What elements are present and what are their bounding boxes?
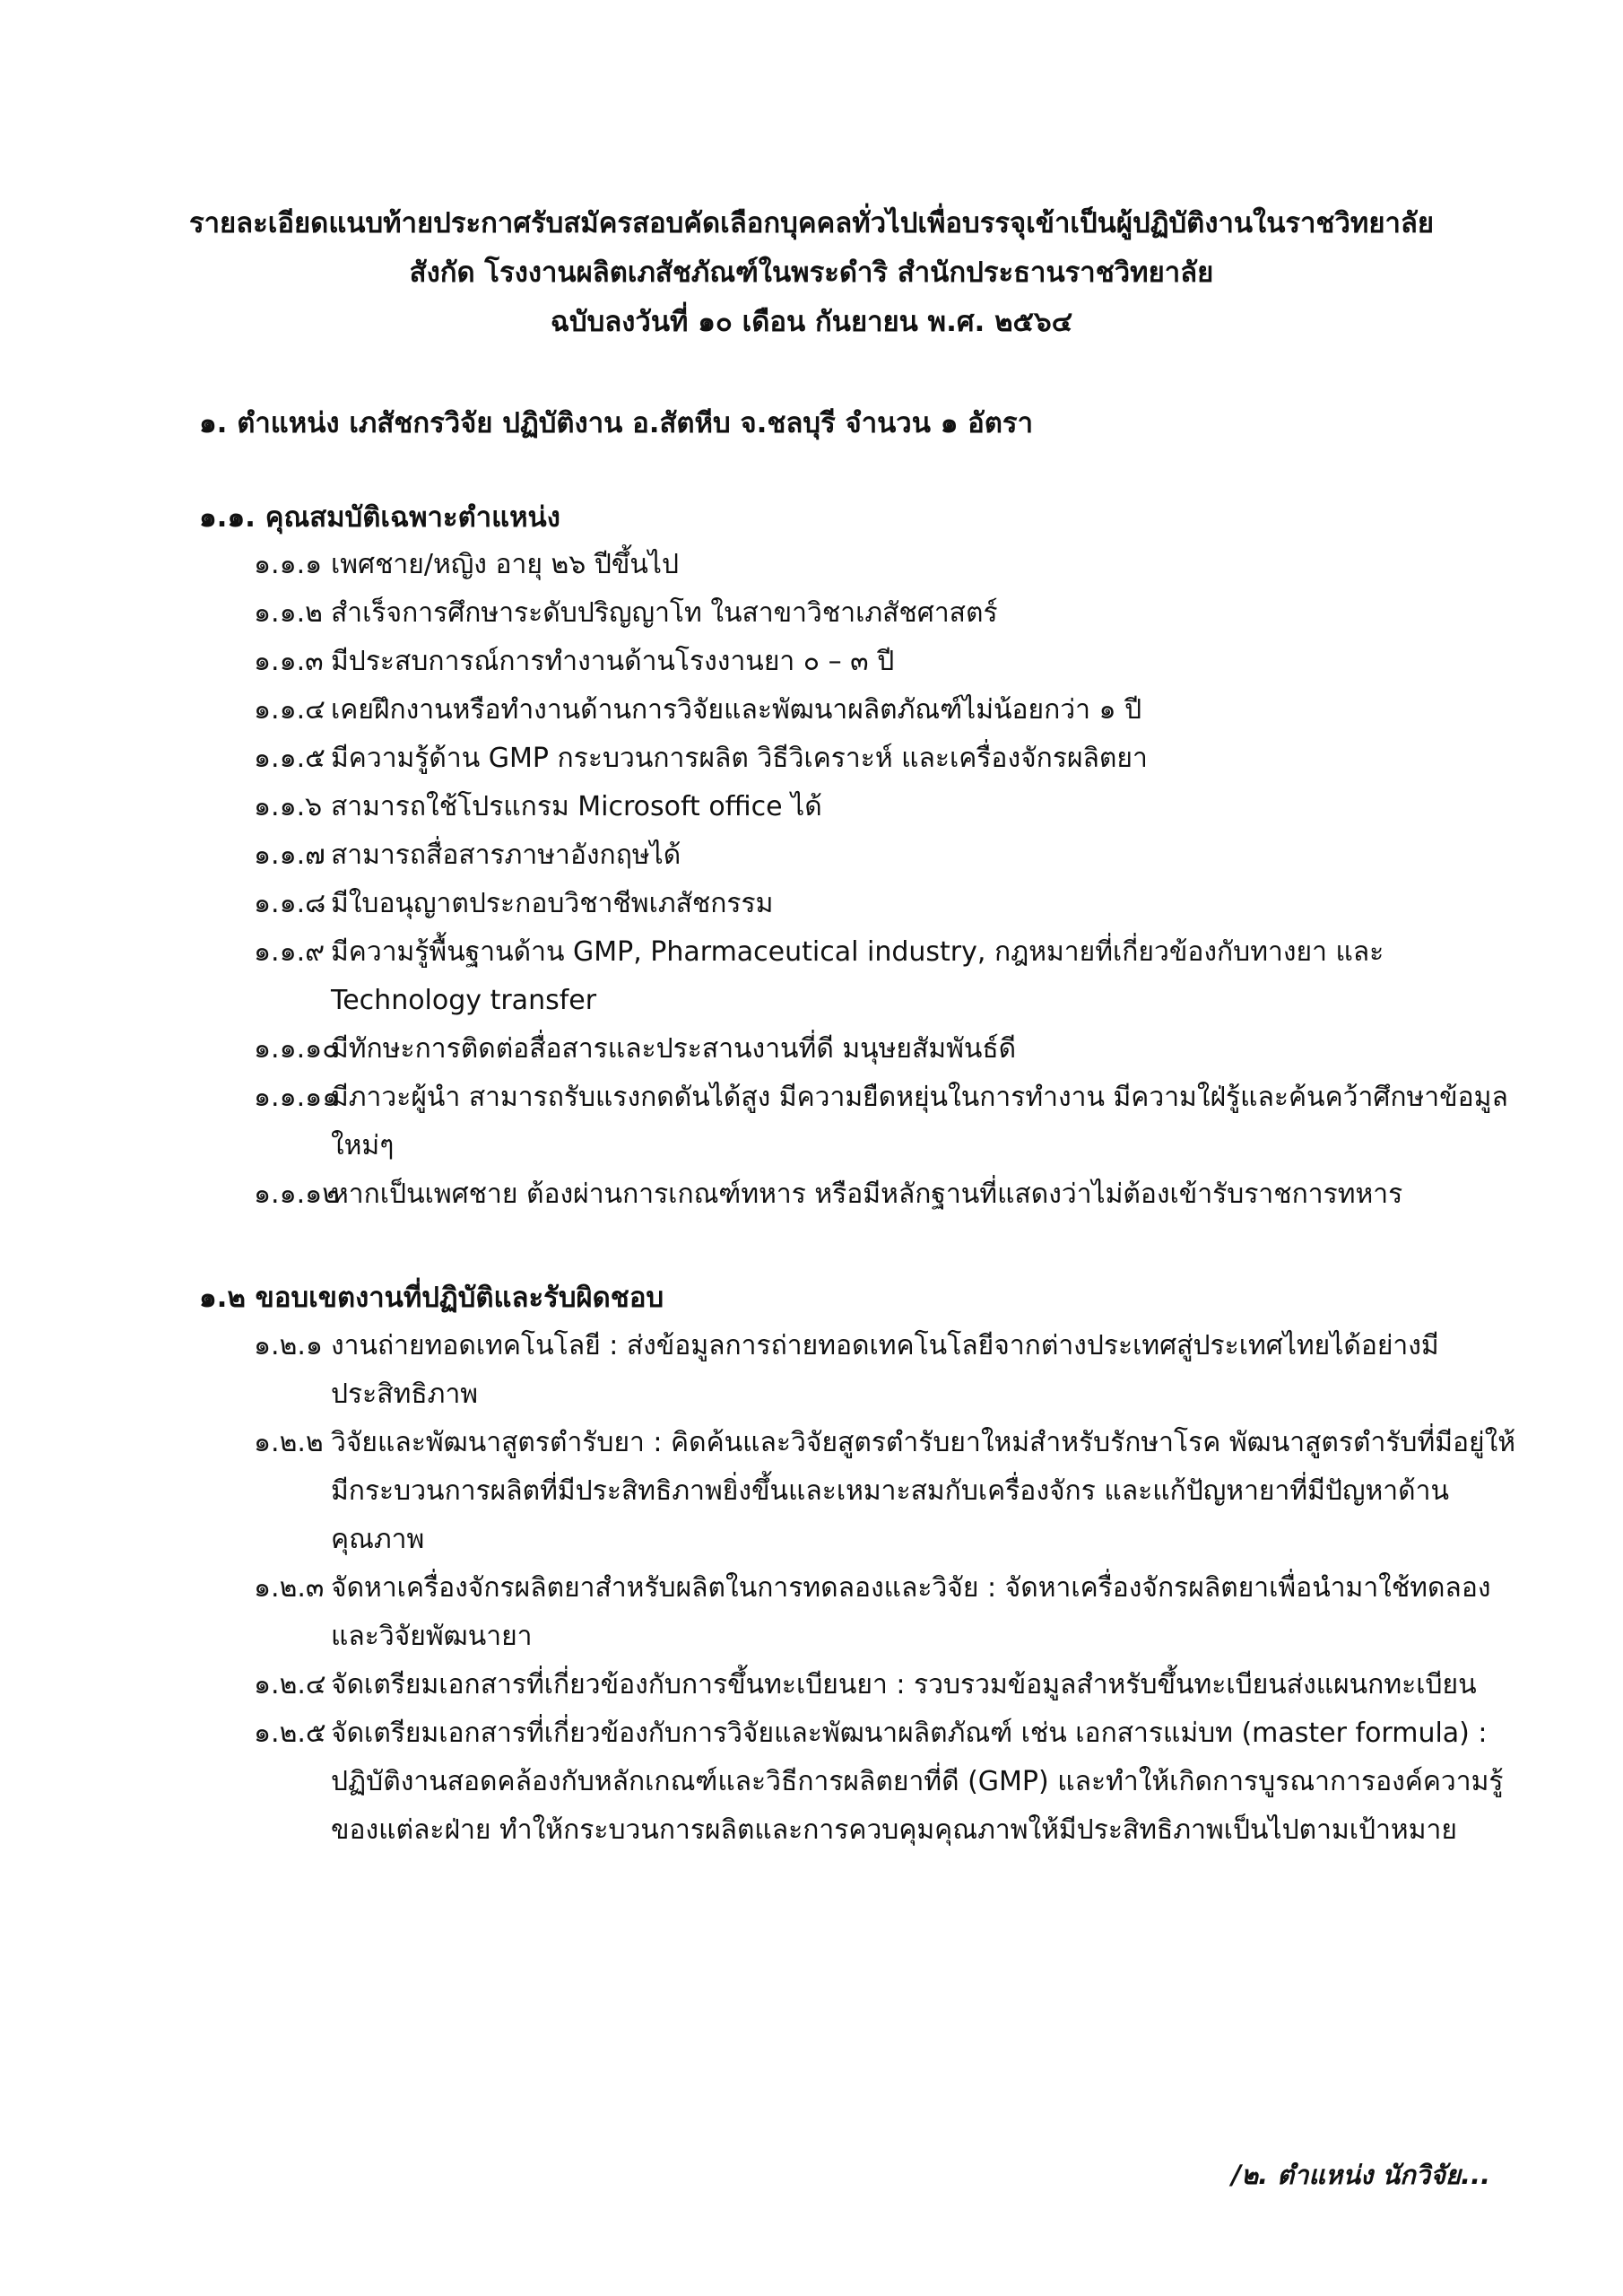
item-number: ๑.๑.๗	[254, 839, 325, 871]
item-text: เคยฝึกงานหรือทำงานด้านการวิจัยและพัฒนาผลิตภัณฑ์ไม่น้อยกว่า ๑ ปี	[331, 694, 1142, 726]
item-text: วิจัยและพัฒนาสูตรตำรับยา : คิดค้นและวิจัยสูตรตำรับยาใหม่สำหรับรักษาโรค พัฒนาสูตรตำรับที่มีอยู่ให้มีกระบวนการผลิตที่มีประสิทธิภาพยิ่งขึ้นและเหมาะสมกับเครื่องจักร และแก้ปัญหายาที่มีปัญหาด้านคุณภาพ	[331, 1427, 1516, 1555]
item-number: ๑.๒.๑	[254, 1330, 323, 1361]
item-text: จัดเตรียมเอกสารที่เกี่ยวข้องกับการขึ้นทะเบียนยา : รวบรวมข้อมูลสำหรับขึ้นทะเบียนส่งแผนกทะเบียน	[331, 1669, 1477, 1700]
item-text: จัดหาเครื่องจักรผลิตยาสำหรับผลิตในการทดลองและวิจัย : จัดหาเครื่องจักรผลิตยาเพื่อนำมาใช้ทดลองและวิจัยพัฒนายา	[331, 1572, 1491, 1652]
list-item	[254, 831, 1527, 880]
item-number: ๑.๒.๕	[254, 1718, 326, 1749]
item-number: ๑.๑.๘	[254, 888, 326, 919]
item-number: ๑.๑.๑๐	[254, 1033, 339, 1065]
item-number: ๑.๑.๓	[254, 646, 324, 677]
header-title-line-2: สังกัด โรงงานผลิตเภสัชภัณฑ์ในพระดำริ สำนักประธานราชวิทยาลัย	[409, 257, 1214, 289]
list-item	[254, 735, 1527, 783]
document-header	[0, 199, 1623, 347]
list-item	[254, 1322, 1527, 1419]
item-number: ๑.๑.๒	[254, 597, 323, 629]
qualifications-list	[254, 541, 1527, 1219]
list-item	[254, 541, 1527, 589]
list-item	[254, 589, 1527, 638]
item-text: มีความรู้พื้นฐานด้าน GMP, Pharmaceutical industry, กฎหมายที่เกี่ยวข้องกับทางยา และ Technology transfer	[331, 936, 1384, 1016]
list-item	[254, 1661, 1527, 1709]
list-item	[254, 928, 1527, 1025]
scope-list	[254, 1322, 1527, 1855]
list-item	[254, 1074, 1527, 1170]
scope-heading: ๑.๒ ขอบเขตงานที่ปฏิบัติและรับผิดชอบ	[199, 1282, 664, 1314]
qualifications-heading: ๑.๑. คุณสมบัติเฉพาะตำแหน่ง	[199, 501, 560, 534]
list-item	[254, 1419, 1527, 1564]
list-item	[254, 1564, 1527, 1661]
list-item	[254, 783, 1527, 831]
item-number: ๑.๑.๑๑	[254, 1082, 340, 1113]
item-text: สามารถใช้โปรแกรม Microsoft office ได้	[331, 791, 822, 822]
item-text: มีความรู้ด้าน GMP กระบวนการผลิต วิธีวิเคราะห์ และเครื่องจักรผลิตยา	[331, 743, 1148, 774]
item-number: ๑.๑.๔	[254, 694, 325, 726]
item-number: ๑.๑.๙	[254, 936, 325, 968]
item-number: ๑.๒.๔	[254, 1669, 326, 1700]
item-number: ๑.๑.๑๒	[254, 1178, 340, 1210]
list-item	[254, 686, 1527, 735]
item-number: ๑.๒.๓	[254, 1572, 325, 1604]
list-item	[254, 1170, 1527, 1219]
item-text: หากเป็นเพศชาย ต้องผ่านการเกณฑ์ทหาร หรือมีหลักฐานที่แสดงว่าไม่ต้องเข้ารับราชการทหาร	[331, 1178, 1403, 1210]
item-text: มีภาวะผู้นำ สามารถรับแรงกดดันได้สูง มีความยืดหยุ่นในการทำงาน มีความใฝ่รู้และค้นคว้าศึกษาข้อมูลใหม่ๆ	[331, 1082, 1508, 1161]
list-item	[254, 880, 1527, 928]
list-item	[254, 1709, 1527, 1855]
item-number: ๑.๒.๒	[254, 1427, 324, 1458]
item-text: จัดเตรียมเอกสารที่เกี่ยวข้องกับการวิจัยและพัฒนาผลิตภัณฑ์ เช่น เอกสารแม่บท (master formula) : ปฏิบัติงานสอดคล้องกับหลักเกณฑ์และวิธีการผลิตยาที่ดี (GMP) และทำให้เกิดการบูรณาการองค์ความรู้ของแต่ละฝ่าย ทำให้กระบวนการผลิตและการควบคุมคุณภาพให้มีประสิทธิภาพเป็นไปตามเป้าหมาย	[331, 1718, 1504, 1846]
item-number: ๑.๑.๑	[254, 549, 323, 580]
continuation-note: /๒. ตำแหน่ง นักวิจัย...	[1231, 2160, 1490, 2190]
list-item	[254, 1025, 1527, 1074]
item-text: งานถ่ายทอดเทคโนโลยี : ส่งข้อมูลการถ่ายทอดเทคโนโลยีจากต่างประเทศสู่ประเทศไทยได้อย่างมีประสิทธิภาพ	[331, 1330, 1439, 1410]
item-number: ๑.๑.๕	[254, 743, 325, 774]
item-number: ๑.๑.๖	[254, 791, 323, 822]
item-text: เพศชาย/หญิง อายุ ๒๖ ปีขึ้นไป	[331, 549, 680, 580]
item-text: สำเร็จการศึกษาระดับปริญญาโท ในสาขาวิชาเภสัชศาสตร์	[331, 597, 998, 629]
item-text: มีใบอนุญาตประกอบวิชาชีพเภสัชกรรม	[331, 888, 774, 919]
item-text: สามารถสื่อสารภาษาอังกฤษได้	[331, 839, 681, 871]
item-text: มีทักษะการติดต่อสื่อสารและประสานงานที่ดี มนุษยสัมพันธ์ดี	[331, 1033, 1017, 1065]
header-date-line: ฉบับลงวันที่ ๑๐ เดือน กันยายน พ.ศ. ๒๕๖๔	[550, 306, 1073, 338]
position-title: ๑. ตำแหน่ง เภสัชกรวิจัย ปฏิบัติงาน อ.สัตหีบ จ.ชลบุรี จำนวน ๑ อัตรา	[199, 407, 1033, 439]
header-title-line-1: รายละเอียดแนบท้ายประกาศรับสมัครสอบคัดเลือกบุคคลทั่วไปเพื่อบรรจุเข้าเป็นผู้ปฏิบัติงานในราชวิทยาลัย	[188, 207, 1435, 239]
list-item	[254, 638, 1527, 686]
item-text: มีประสบการณ์การทำงานด้านโรงงานยา ๐ – ๓ ปี	[331, 646, 895, 677]
